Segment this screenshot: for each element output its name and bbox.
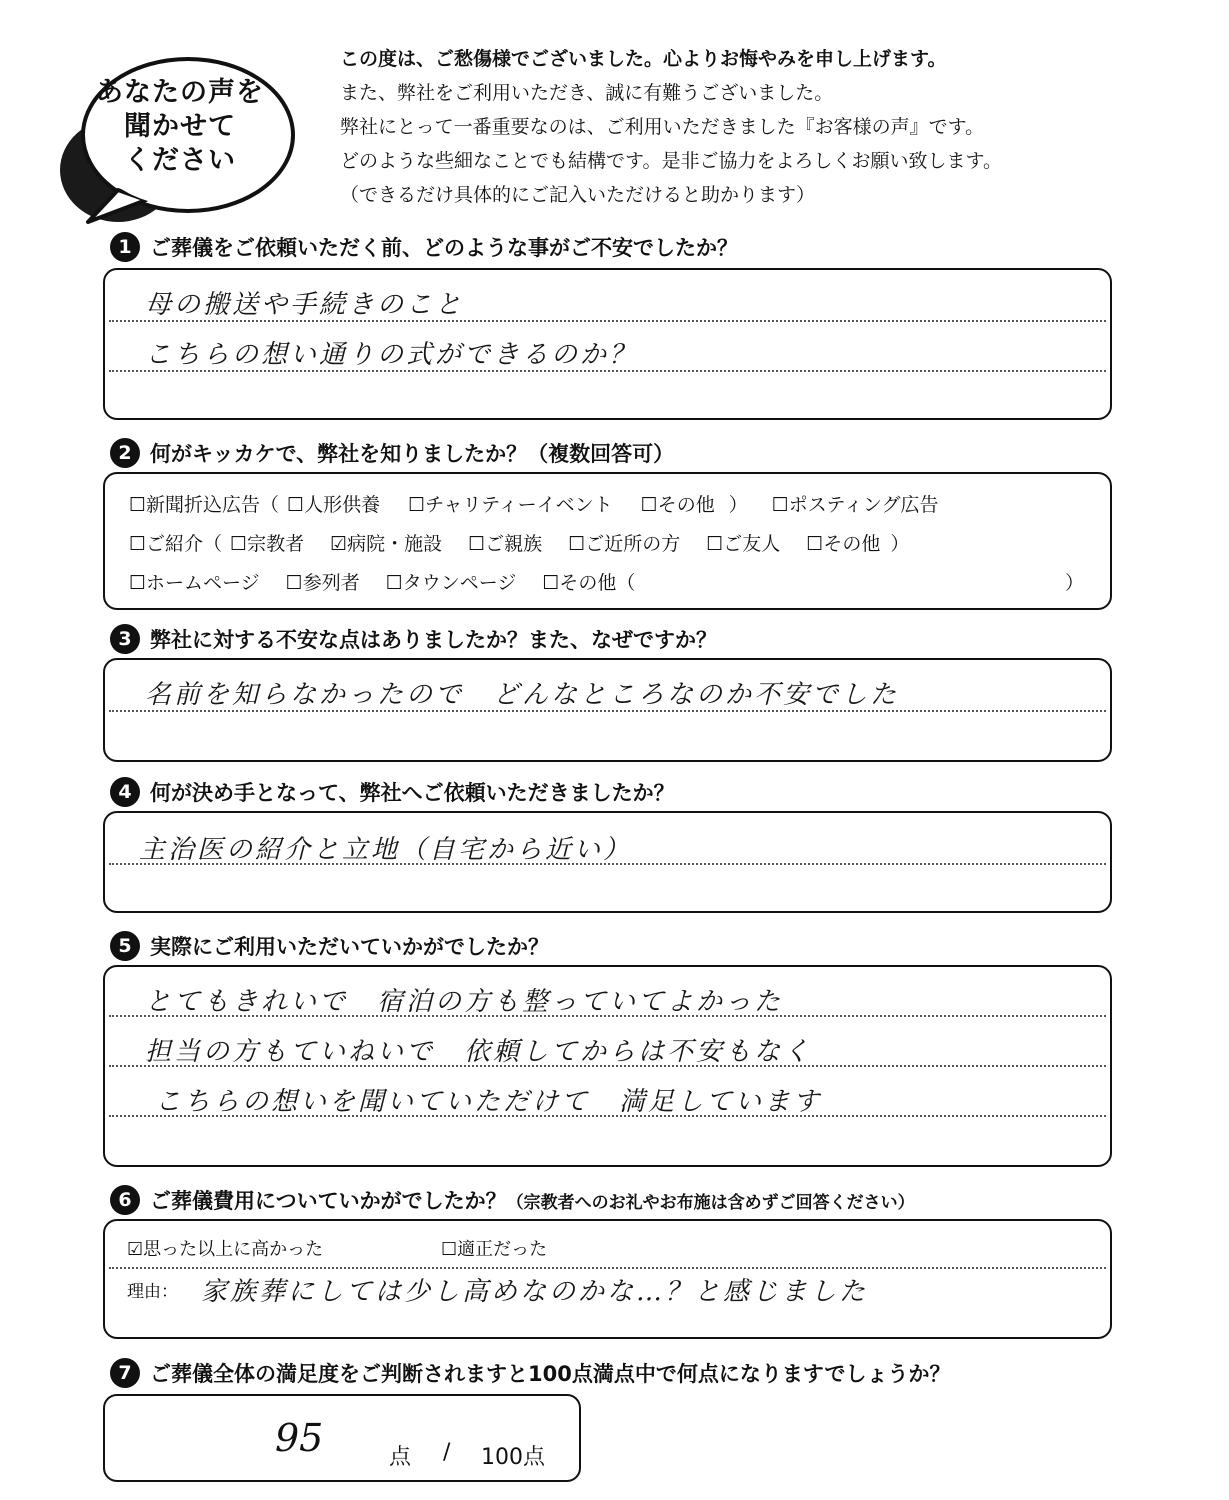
checkbox-option[interactable]: ☐ご親族 [468,533,543,555]
question-number: 7 [110,1358,140,1388]
handwritten-answer[interactable]: 家族葬にしては少し高めなのかな…？と感じました [201,1277,869,1307]
checkbox-option[interactable]: ☐ご近所の方 [568,533,681,555]
options-box-2 [103,472,1112,610]
question-note: （宗教者へのお礼やお布施は含めずご回答ください） [506,1192,915,1213]
bubble-title [80,76,280,178]
question-text: 何が決め手となって、弊社へご依頼いただきましたか？ [150,781,675,805]
option-row [129,568,1084,595]
bubble-line: あなたの声を [96,77,264,108]
answer-box-5[interactable] [103,965,1112,1167]
checkbox-option[interactable]: ☐ポスティング広告 [771,494,939,516]
handwritten-answer: こちらの想い通りの式ができるのか？ [145,340,639,370]
intro-line: どのような些細なことでも結構です。是非ご協力をよろしくお願い致します。 [340,150,1002,172]
intro-line: 弊社にとって一番重要なのは、ご利用いただきました『お客様の声』です。 [340,116,985,138]
handwritten-answer: こちらの想いを聞いていただけて 満足しています [155,1087,823,1117]
question-number: 5 [110,931,140,961]
question-number: 3 [110,624,140,654]
handwritten-answer: 主治医の紹介と立地（自宅から近い） [139,835,633,865]
score-box[interactable] [103,1394,581,1482]
score-max: 100点 [481,1445,545,1470]
checkbox-option[interactable]: ☐チャリティーイベント [408,494,613,516]
handwritten-answer: とてもきれいで 宿泊の方も整っていてよかった [145,987,784,1017]
intro-line: この度は、ご愁傷様でございました。心よりお悔やみを申し上げます。 [340,48,947,70]
score-unit: 点 [389,1445,412,1470]
question-number: 4 [110,777,140,807]
bracket-close: ） [728,494,748,516]
handwritten-answer: 名前を知らなかったので どんなところなのか不安でした [145,680,900,710]
intro-text [340,42,1002,212]
option-row [129,529,909,556]
score-slash: / [443,1440,451,1465]
question-5 [110,931,549,961]
handwritten-answer: 母の搬送や手続きのこと [145,290,465,320]
question-2 [110,438,674,468]
question-text: ご葬儀全体の満足度をご判断されますと100点満点中で何点になりますでしょうか？ [150,1362,951,1386]
checkbox-option-checked[interactable]: ☑思った以上に高かった [127,1239,324,1260]
reason-label: 理由： [127,1282,178,1302]
question-number: 2 [110,438,140,468]
question-text: 実際にご利用いただいていかがでしたか？ [150,935,549,959]
answer-box-4[interactable] [103,811,1112,913]
answer-box-6 [103,1219,1112,1339]
question-7 [110,1358,950,1388]
answer-box-3[interactable] [103,658,1112,762]
handwritten-answer: 担当の方もていねいで 依頼してからは不安もなく [145,1037,813,1067]
question-text: 弊社に対する不安な点はありましたか？また、なぜですか？ [150,628,717,652]
bracket-close: ） [890,533,910,555]
checkbox-option-checked[interactable]: ☑病院・施設 [330,533,443,555]
question-6 [110,1185,915,1215]
bubble-line: ください [124,145,236,176]
question-text: ご葬儀費用についていかがでしたか？ [150,1189,507,1213]
checkbox-option[interactable]: ☐ご友人 [706,533,781,555]
question-1 [110,232,738,262]
question-text: 何がキッカケで、弊社を知りましたか？（複数回答可） [150,442,675,466]
checkbox-option[interactable]: ☐ご紹介（ [129,533,223,555]
question-text: ご葬儀をご依頼いただく前、どのような事がご不安でしたか？ [150,236,738,260]
option-row [129,490,939,517]
bracket-close: ） [1064,572,1084,594]
checkbox-option[interactable]: ☐人形供養 [287,494,381,516]
checkbox-option[interactable]: ☐ホームページ [129,572,260,594]
intro-line: また、弊社をご利用いただき、誠に有難うございました。 [340,82,834,104]
checkbox-option[interactable]: ☐適正だった [441,1239,548,1260]
intro-line: （できるだけ具体的にご記入いただけると助かります） [340,184,816,206]
question-4 [110,777,675,807]
question-number: 6 [110,1185,140,1215]
bubble-line: 聞かせて [124,111,236,142]
checkbox-option[interactable]: ☐その他 [640,494,715,516]
checkbox-option[interactable]: ☐その他 [806,533,881,555]
answer-box-1[interactable] [103,268,1112,420]
question-number: 1 [110,232,140,262]
checkbox-option[interactable]: ☐宗教者 [230,533,305,555]
checkbox-option[interactable]: ☐新聞折込広告（ [129,494,280,516]
handwritten-score: 95 [275,1416,324,1460]
checkbox-option[interactable]: ☐参列者 [285,572,360,594]
checkbox-option[interactable]: ☐その他（ [542,572,636,594]
question-3 [110,624,717,654]
checkbox-option[interactable]: ☐タウンページ [385,572,517,594]
